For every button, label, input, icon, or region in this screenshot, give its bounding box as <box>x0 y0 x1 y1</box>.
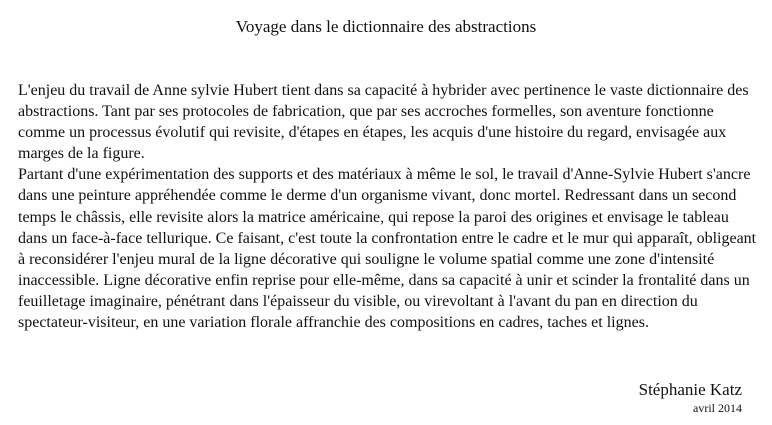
document-date: avril 2014 <box>693 401 742 415</box>
signature-block <box>639 380 742 415</box>
paragraph-2: Partant d'une expérimentation des supports et des matériaux à même le sol, le travail d'Anne-Sylvie Hubert s'ancre dans une peinture appréhendée comme le derme d'un organisme vivant, donc mortel. Redressant dans un second temps le châssis, elle revisite alors la matrice américaine, qui repose la paroi des origines et envisage le tableau dans un face-à-face tellurique. Ce faisant, c'est toute la confrontation entre le cadre et le mur qui apparaît, obligeant à reconsidérer l'enjeu mural de la ligne décorative qui souligne le volume spatial comme une zone d'intensité inaccessible. Ligne décorative enfin reprise pour elle-même, dans sa capacité à unir et scinder la frontalité dans un feuilletage imaginaire, pénétrant dans l'épaisseur du visible, ou virevoltant à l'avant du pan en direction du spectateur-visiteur, en une variation florale affranchie des compositions en cadres, taches et lignes. <box>18 166 757 332</box>
document-title: Voyage dans le dictionnaire des abstractions <box>235 17 537 36</box>
document-body <box>18 80 758 333</box>
paragraph-1: L'enjeu du travail de Anne sylvie Hubert tient dans sa capacité à hybrider avec pertinence le vaste dictionnaire des abstractions. Tant par ses protocoles de fabrication, que par ses accroches formelles, son aventure fonctionne comme un processus évolutif qui revisite, d'étapes en étapes, les acquis d'une histoire du regard, envisagée aux marges de la figure. <box>18 82 749 163</box>
author-name: Stéphanie Katz <box>638 380 742 399</box>
